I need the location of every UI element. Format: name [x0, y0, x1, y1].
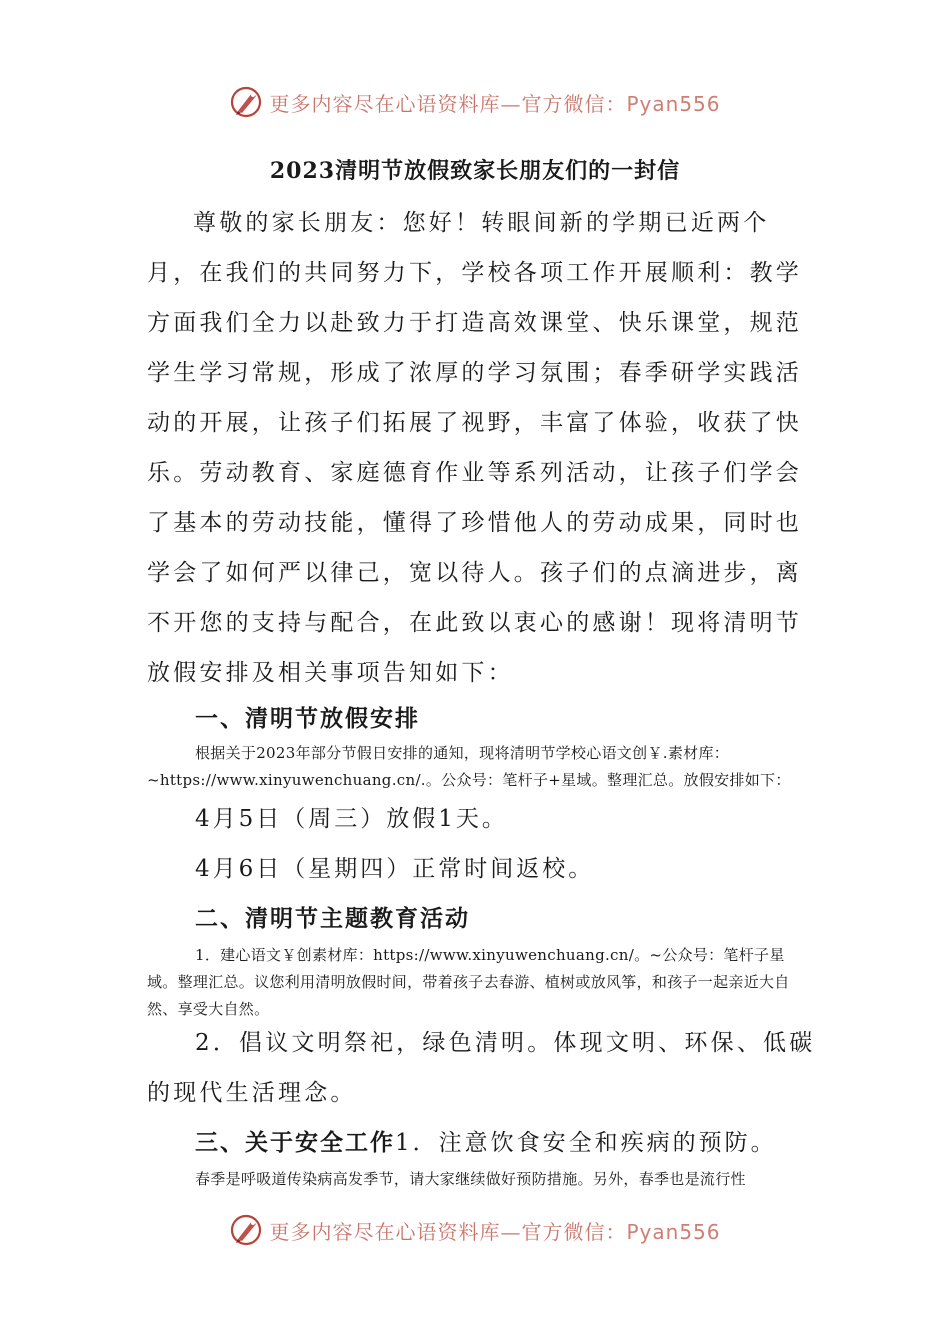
section1-heading: 一、清明节放假安排 — [195, 705, 420, 732]
section3-note: 春季是呼吸道传染病高发季节，请大家继续做好预防措施。另外，春季也是流行性 — [195, 1170, 746, 1188]
watermark-wechat-id: Pyan556 — [626, 91, 721, 116]
section3-item1: 1．注意饮食安全和疾病的预防。 — [395, 1130, 777, 1156]
section2-item2: 2．倡议文明祭祀，绿色清明。体现文明、环保、低碳的现代生活理念。 — [147, 1030, 816, 1106]
watermark-banner-top — [0, 80, 950, 124]
pen-nib-circle-icon — [229, 1213, 263, 1247]
section2-note: 1．建心语文￥创素材库：https://www.xinyuwenchuang.cn/。~公众号：笔杆子星域。整理汇总。议您利用清明放假时间，带着孩子去春游、植树或放风筝，和孩子一起亲近大自然、享受大自然。 — [147, 946, 790, 1018]
section2-heading: 二、清明节主题教育活动 — [195, 905, 470, 932]
section3-heading-line — [195, 1124, 777, 1157]
watermark-text: 更多内容尽在心语资料库—官方微信：Pyan556 — [269, 1219, 721, 1244]
watermark-text: 更多内容尽在心语资料库—官方微信：Pyan556 — [269, 91, 721, 116]
section1-item2: 4月6日（星期四）正常时间返校。 — [195, 856, 595, 882]
section1-item1: 4月5日（周三）放假1天。 — [195, 806, 508, 832]
watermark-wechat-id: Pyan556 — [626, 1219, 721, 1244]
section1-note: 根据关于2023年部分节假日安排的通知，现将清明节学校心语文创￥.素材库：~https://www.xinyuwenchuang.cn/.。公众号：笔杆子+星域。整理汇总。放假安排如下： — [147, 744, 791, 789]
intro-paragraph: 尊敬的家长朋友：您好！转眼间新的学期已近两个月，在我们的共同努力下，学校各项工作开展顺利：教学方面我们全力以赴致力于打造高效课堂、快乐课堂，规范学生学习常规，形成了浓厚的学习氛围；春季研学实践活动的开展，让孩子们拓展了视野，丰富了体验，收获了快乐。劳动教育、家庭德育作业等系列活动，让孩子们学会了基本的劳动技能，懂得了珍惜他人的劳动成果，同时也学会了如何严以律己，宽以待人。孩子们的点滴进步，离不开您的支持与配合，在此致以衷心的感谢！现将清明节放假安排及相关事项告知如下： — [147, 210, 802, 686]
section3-heading: 三、关于安全工作 — [195, 1129, 395, 1156]
document-title: 2023清明节放假致家长朋友们的一封信 — [269, 158, 681, 184]
watermark-banner-bottom — [0, 1208, 950, 1252]
pen-nib-circle-icon — [229, 85, 263, 119]
